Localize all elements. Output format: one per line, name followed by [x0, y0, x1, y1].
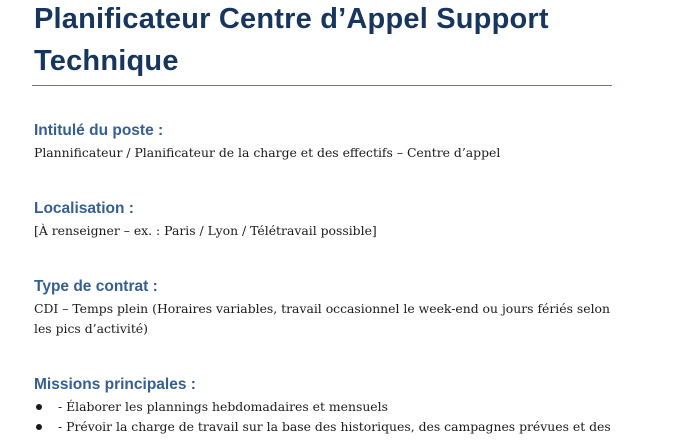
- document-title: [34, 0, 612, 82]
- list-item-text: - Prévoir la charge de travail sur la base des historiques, des campagnes prévues et des: [58, 419, 611, 434]
- list-item: [34, 417, 614, 437]
- section-heading-contract-type: Type de contrat :: [34, 278, 158, 295]
- missions-list: [34, 397, 614, 437]
- job-title-text: Plannificateur / Planificateur de la charge et des effectifs – Centre d’appel: [34, 145, 501, 160]
- section-main-missions: [34, 375, 614, 437]
- document-title-line-2: Technique: [34, 45, 179, 77]
- list-item-text: - Élaborer les plannings hebdomadaires et mensuels: [58, 399, 388, 414]
- list-item: [34, 397, 614, 417]
- document-title-line-1: Planificateur Centre d’Appel Support: [34, 3, 549, 35]
- section-contract-type: [34, 277, 614, 339]
- section-heading-location: Localisation :: [34, 200, 134, 217]
- contract-type-line-1: CDI – Temps plein (Horaires variables, travail occasionnel le week-end ou jours fériés selon: [34, 301, 610, 316]
- contract-type-line-2: les pics d’activité): [34, 321, 148, 336]
- title-divider: [32, 85, 612, 86]
- bullet-icon: [36, 404, 42, 410]
- section-location: [34, 199, 614, 241]
- contract-type-text: [34, 299, 614, 339]
- section-job-title: [34, 121, 614, 163]
- bullet-icon: [36, 424, 42, 430]
- location-text: [À renseigner – ex. : Paris / Lyon / Télétravail possible]: [34, 223, 377, 238]
- section-heading-job-title: Intitulé du poste :: [34, 122, 164, 139]
- section-heading-main-missions: Missions principales :: [34, 376, 196, 393]
- document-page: [34, 0, 612, 84]
